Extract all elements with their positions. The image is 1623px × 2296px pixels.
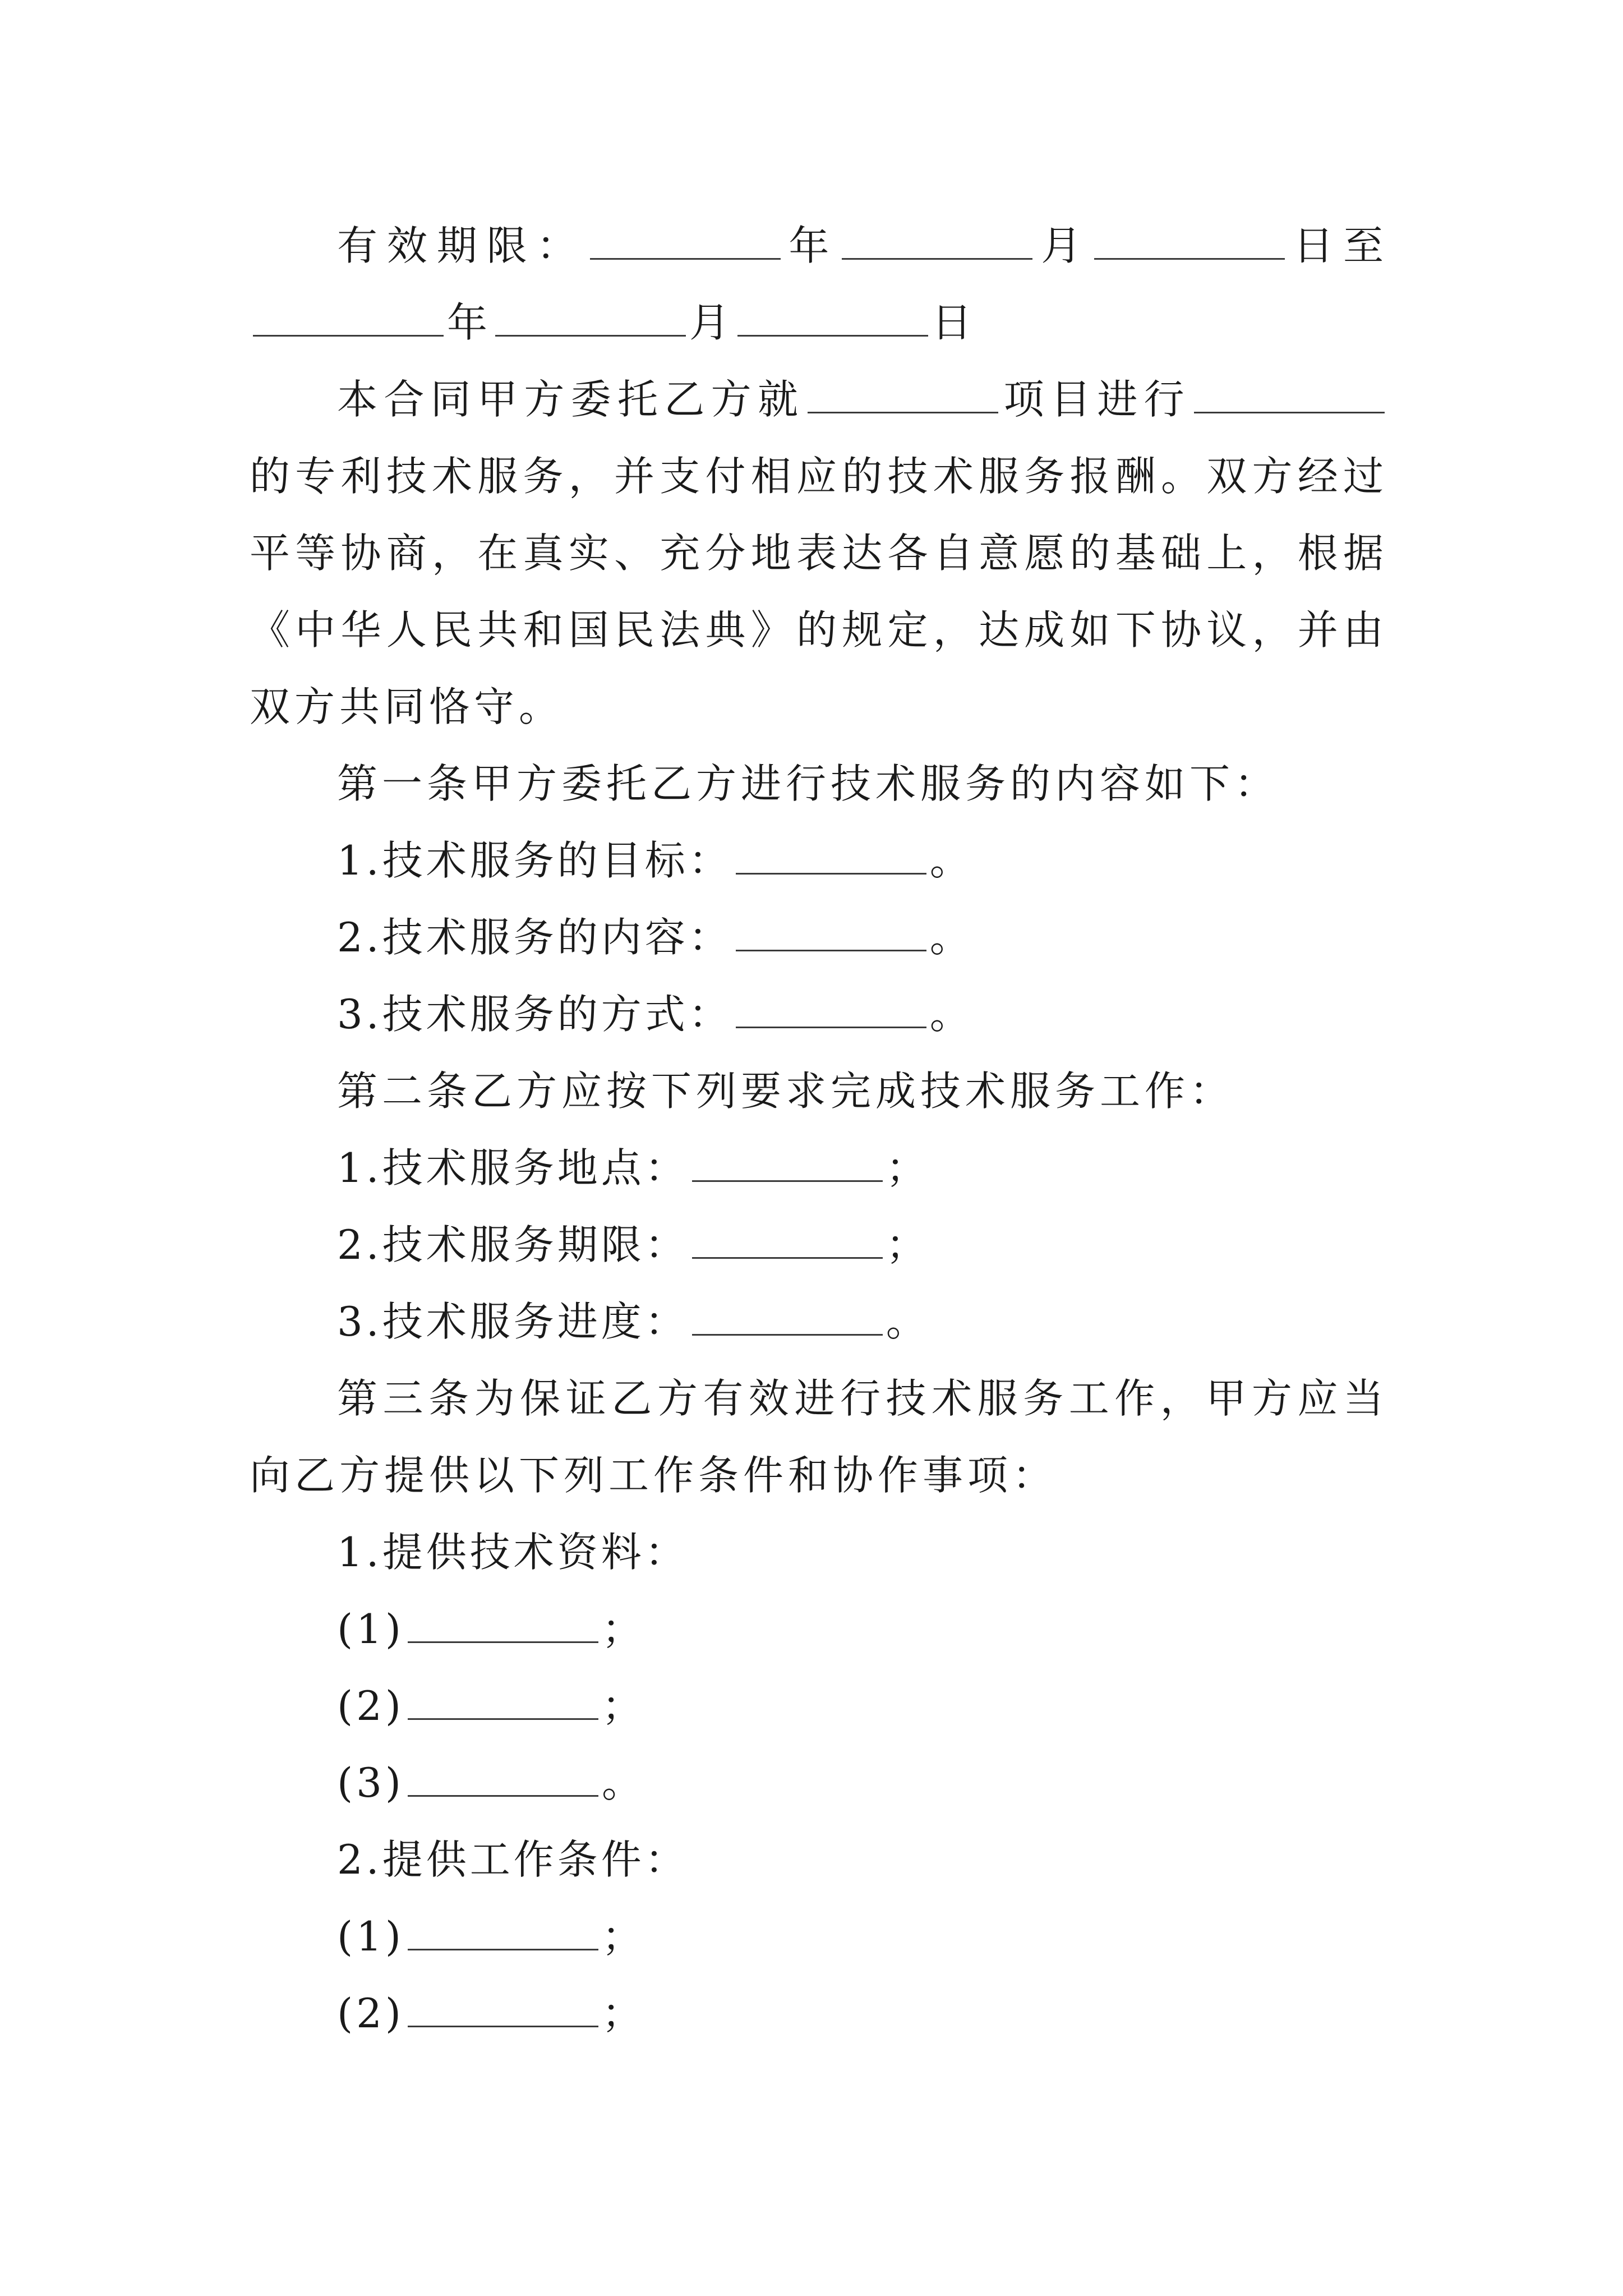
day-to-label: 日至 xyxy=(1288,222,1388,269)
section-title: 2.提供工作条件： xyxy=(337,1836,689,1883)
day-label: 日 xyxy=(932,299,977,346)
section-title: 1.提供技术资料： xyxy=(337,1529,689,1576)
blank-field[interactable] xyxy=(842,224,1032,260)
month-label: 月 xyxy=(689,299,735,346)
list-item xyxy=(250,1207,1388,1283)
item-label: 1.技术服务地点： xyxy=(337,1144,689,1191)
list-item xyxy=(250,1668,1388,1745)
blank-field[interactable] xyxy=(736,916,926,951)
article-2-heading: 第二条乙方应按下列要求完成技术服务工作： xyxy=(337,1068,1235,1115)
item-end: ； xyxy=(886,1221,930,1268)
blank-field[interactable] xyxy=(495,301,686,337)
intro-text: 的专利技术服务，并支付相应的技术服务报酬。双方经过平等协商，在真实、充分地表达各自意愿的基础上，根据《中华人民共和国民法典》的规定，达成如下协议，并由双方共同恪守。 xyxy=(250,453,1388,730)
list-item xyxy=(250,1130,1388,1207)
blank-field[interactable] xyxy=(692,1223,883,1259)
item-label: (2) xyxy=(337,1682,404,1729)
blank-field[interactable] xyxy=(737,301,928,337)
blank-field[interactable] xyxy=(1094,224,1285,260)
list-item xyxy=(250,1975,1388,2052)
list-item xyxy=(250,822,1388,899)
list-item xyxy=(250,976,1388,1053)
item-label: 2.技术服务的内容： xyxy=(337,914,732,961)
item-label: (1) xyxy=(337,1605,404,1653)
blank-field[interactable] xyxy=(1194,378,1385,413)
month-label: 月 xyxy=(1036,222,1091,269)
item-end: 。 xyxy=(929,837,974,884)
year-label: 年 xyxy=(447,299,492,346)
item-end: 。 xyxy=(929,991,974,1038)
item-label: 2.技术服务期限： xyxy=(337,1221,689,1268)
list-item xyxy=(250,1745,1388,1821)
blank-field[interactable] xyxy=(808,378,998,413)
intro-text: 项目进行 xyxy=(1002,376,1191,423)
item-label: 3.技术服务进度： xyxy=(337,1298,689,1345)
item-end: ； xyxy=(602,1605,646,1653)
list-item xyxy=(250,1283,1388,1360)
item-end: ； xyxy=(602,1913,646,1960)
blank-field[interactable] xyxy=(736,993,926,1028)
contract-body xyxy=(250,208,1388,2052)
item-end: ； xyxy=(602,1682,646,1729)
blank-field[interactable] xyxy=(408,1992,598,2027)
validity-label: 有效期限： xyxy=(337,222,587,269)
intro-paragraph xyxy=(250,361,1388,746)
blank-field[interactable] xyxy=(253,301,444,337)
article-3-heading: 第三条为保证乙方有效进行技术服务工作，甲方应当向乙方提供以下列工作条件和协作事项： xyxy=(250,1375,1388,1499)
year-label: 年 xyxy=(783,222,839,269)
item-end: 。 xyxy=(929,914,974,961)
item-label: (2) xyxy=(337,1990,404,2037)
list-item xyxy=(250,1591,1388,1668)
intro-text: 本合同甲方委托乙方就 xyxy=(337,376,805,423)
blank-field[interactable] xyxy=(408,1761,598,1797)
article-1-heading: 第一条甲方委托乙方进行技术服务的内容如下： xyxy=(337,760,1280,807)
blank-field[interactable] xyxy=(408,1685,598,1720)
item-end: ； xyxy=(602,1990,646,2037)
validity-period xyxy=(250,208,1388,361)
item-label: 1.技术服务的目标： xyxy=(337,837,732,884)
blank-field[interactable] xyxy=(408,1608,598,1643)
item-end: ； xyxy=(886,1144,930,1191)
item-label: (3) xyxy=(337,1759,404,1806)
blank-field[interactable] xyxy=(408,1915,598,1950)
blank-field[interactable] xyxy=(736,839,926,875)
blank-field[interactable] xyxy=(692,1300,883,1336)
list-item xyxy=(250,1898,1388,1975)
list-item xyxy=(250,899,1388,976)
blank-field[interactable] xyxy=(590,224,781,260)
item-label: (1) xyxy=(337,1913,404,1960)
item-label: 3.技术服务的方式： xyxy=(337,991,732,1038)
item-end: 。 xyxy=(602,1759,646,1806)
item-end: 。 xyxy=(886,1298,930,1345)
blank-field[interactable] xyxy=(692,1147,883,1182)
